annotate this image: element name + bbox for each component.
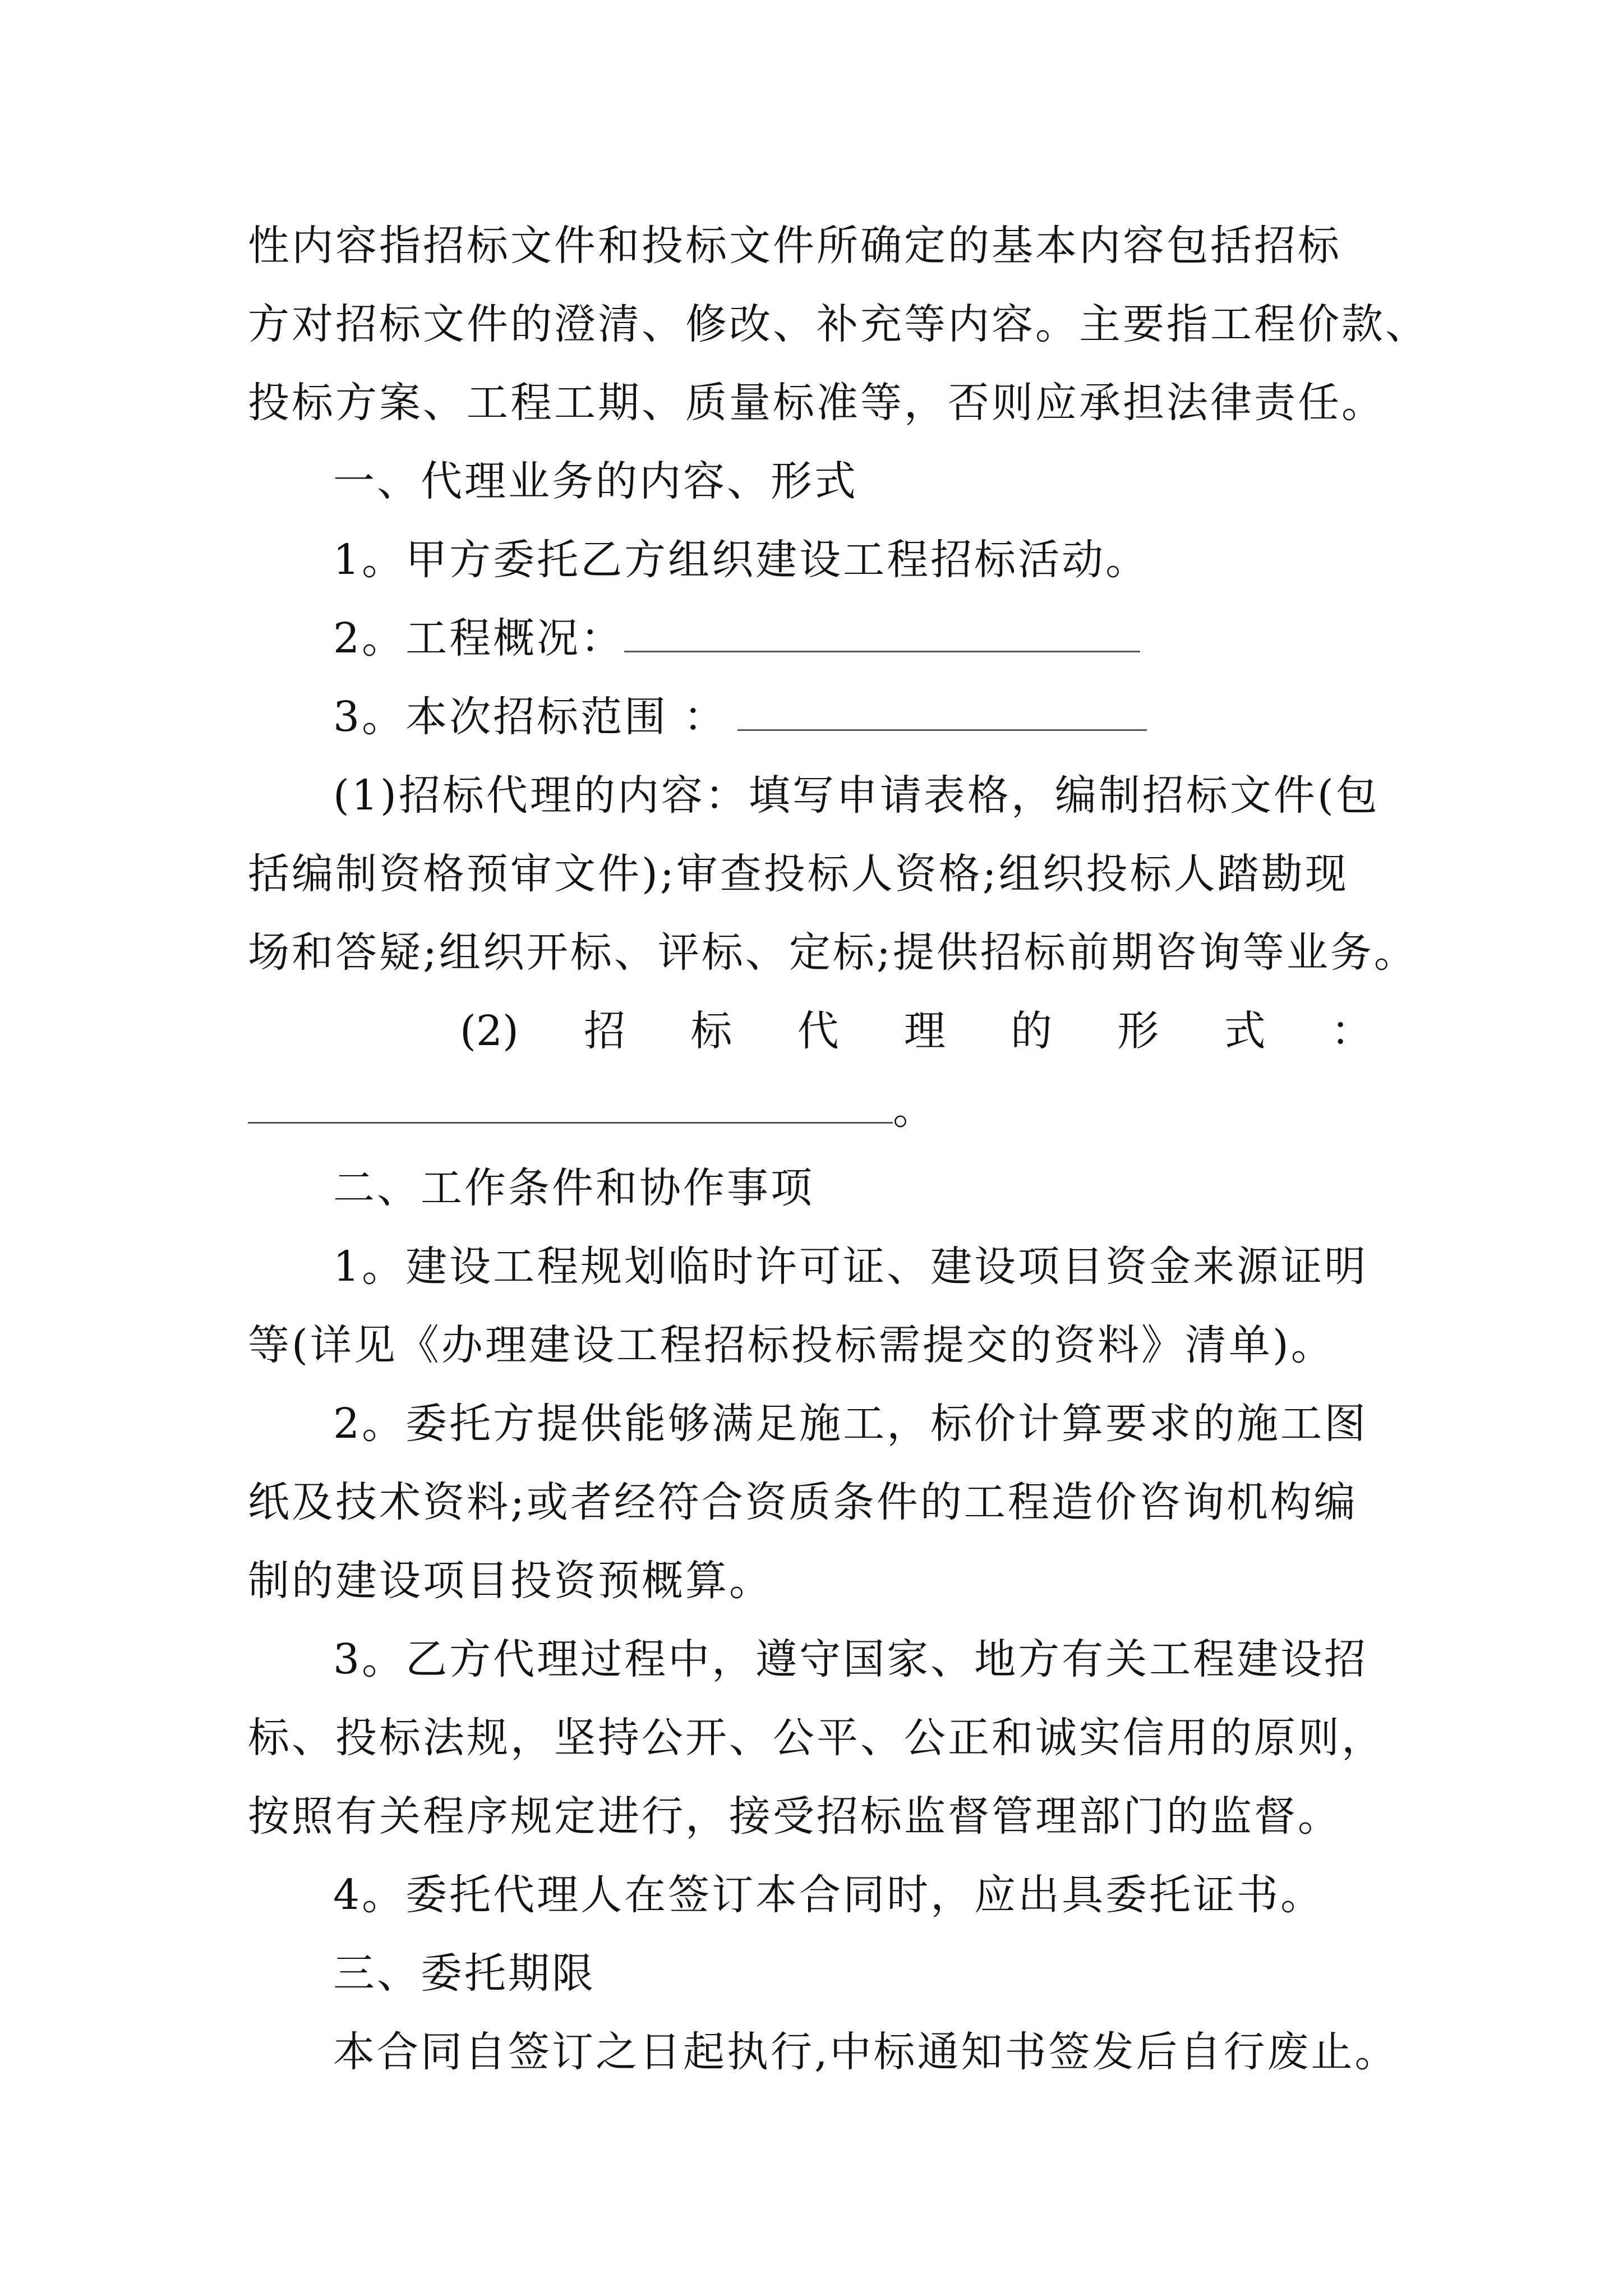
section-1-item-2 xyxy=(333,599,1372,678)
section-2-item-4: 4。委托代理人在签订本合同时，应出具委托证书。 xyxy=(333,1871,1325,1919)
section-1-sub-1-line-1: (1)招标代理的内容：填写申请表格，编制招标文件(包 xyxy=(333,771,1380,820)
section-1-heading: 一、代理业务的内容、形式 xyxy=(333,457,858,505)
project-overview-label: 2。工程概况： xyxy=(333,614,625,662)
sub-2-char: 标 xyxy=(690,1007,732,1055)
section-3-heading: 三、委托期限 xyxy=(333,1949,596,1998)
intro-line-2: 方对招标文件的澄清、修改、补充等内容。主要指工程价款、 xyxy=(248,300,1429,348)
section-2-heading: 二、工作条件和协作事项 xyxy=(333,1164,814,1212)
section-1-sub-1-line-2: 括编制资格预审文件);审查投标人资格;组织投标人踏勘现 xyxy=(248,850,1349,898)
sub-2-char: 形 xyxy=(1117,1007,1159,1055)
section-1-sub-2-continuation xyxy=(248,1070,1372,1149)
sub-2-char: 的 xyxy=(1011,1007,1053,1055)
sub-2-char: 式 xyxy=(1224,1007,1266,1055)
section-2-item-3-line-2: 标、投标法规，坚持公开、公平、公正和诚实信用的原则， xyxy=(248,1714,1385,1762)
section-2-item-3-line-1: 3。乙方代理过程中，遵守国家、地方有关工程建设招 xyxy=(333,1635,1368,1683)
section-1-item-3 xyxy=(333,678,1372,756)
section-2-item-2-line-2: 纸及技术资料;或者经符合资质条件的工程造价咨询机构编 xyxy=(248,1478,1358,1526)
intro-line-1: 性内容指招标文件和投标文件所确定的基本内容包括招标 xyxy=(248,222,1341,270)
section-1-sub-2-line xyxy=(460,992,1372,1070)
intro-line-3: 投标方案、工程工期、质量标准等，否则应承担法律责任。 xyxy=(248,379,1385,427)
sub-2-char: (2) xyxy=(460,1007,519,1055)
section-3-body: 本合同自签订之日起执行,中标通知书签发后自行废止。 xyxy=(333,2028,1399,2076)
sub-2-char: 招 xyxy=(584,1007,626,1055)
section-2-item-1-line-2: 等(详见《办理建设工程招标投标需提交的资料》清单)。 xyxy=(248,1321,1335,1369)
tender-scope-blank xyxy=(737,690,1147,731)
section-1-sub-1-line-3: 场和答疑;组织开标、评标、定标;提供招标前期咨询等业务。 xyxy=(248,928,1418,977)
sub-2-char: 代 xyxy=(797,1007,839,1055)
section-2-item-1-line-1: 1。建设工程规划临时许可证、建设项目资金来源证明 xyxy=(333,1243,1368,1291)
sub-2-char: 理 xyxy=(903,1007,946,1055)
section-2-item-3-line-3: 按照有关程序规定进行，接受招标监督管理部门的监督。 xyxy=(248,1792,1341,1841)
tender-form-blank xyxy=(248,1083,893,1124)
section-1-item-1: 1。甲方委托乙方组织建设工程招标活动。 xyxy=(333,536,1150,584)
section-2-item-2-line-3: 制的建设项目投资预概算。 xyxy=(248,1557,773,1605)
tender-scope-label: 3。本次招标范围 ： xyxy=(333,693,727,741)
sub-2-period: 。 xyxy=(893,1085,937,1134)
project-overview-blank xyxy=(624,611,1140,652)
sub-2-char: ： xyxy=(1330,1007,1372,1055)
section-2-item-2-line-1: 2。委托方提供能够满足施工，标价计算要求的施工图 xyxy=(333,1400,1368,1448)
